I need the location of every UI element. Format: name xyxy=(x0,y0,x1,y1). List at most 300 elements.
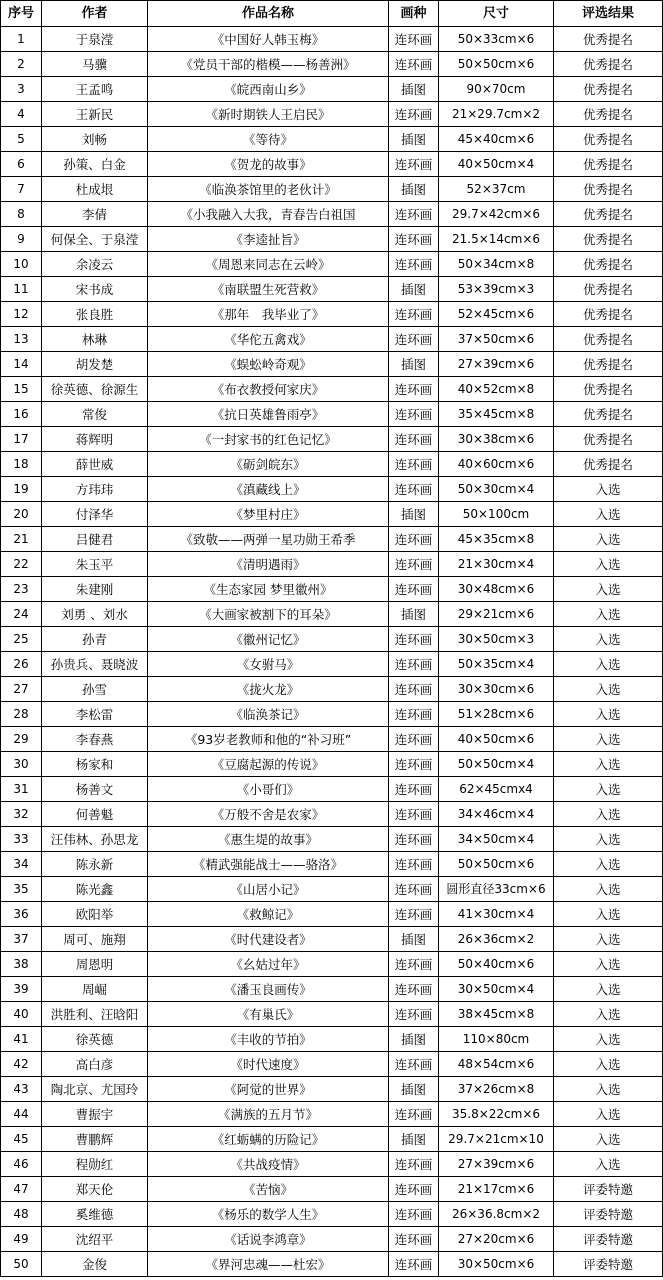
cell-title: 《党员干部的楷模——杨善洲》 xyxy=(148,52,389,77)
cell-result: 入选 xyxy=(554,477,663,502)
cell-title: 《滇藏线上》 xyxy=(148,477,389,502)
cell-result: 入选 xyxy=(554,977,663,1002)
cell-title: 《幺姑过年》 xyxy=(148,952,389,977)
cell-index: 44 xyxy=(1,1102,42,1127)
cell-title: 《等待》 xyxy=(148,127,389,152)
cell-type: 连环画 xyxy=(389,902,439,927)
cell-author: 薛世威 xyxy=(42,452,148,477)
cell-author: 周可、施翔 xyxy=(42,927,148,952)
table-row xyxy=(1,1227,663,1252)
cell-index: 48 xyxy=(1,1202,42,1227)
cell-result: 入选 xyxy=(554,1127,663,1152)
cell-author: 徐英德 xyxy=(42,1027,148,1052)
cell-title: 《砺剑皖东》 xyxy=(148,452,389,477)
cell-author: 陈光鑫 xyxy=(42,877,148,902)
cell-type: 连环画 xyxy=(389,1227,439,1252)
cell-type: 连环画 xyxy=(389,1202,439,1227)
cell-type: 连环画 xyxy=(389,852,439,877)
cell-size: 62×45cmx4 xyxy=(439,777,554,802)
cell-title: 《女驸马》 xyxy=(148,652,389,677)
cell-author: 朱玉平 xyxy=(42,552,148,577)
cell-title: 《中国好人韩玉梅》 xyxy=(148,27,389,52)
table-row xyxy=(1,377,663,402)
cell-author: 朱建刚 xyxy=(42,577,148,602)
cell-size: 50×50cm×6 xyxy=(439,52,554,77)
cell-title: 《贺龙的故事》 xyxy=(148,152,389,177)
cell-result: 优秀提名 xyxy=(554,377,663,402)
cell-index: 4 xyxy=(1,102,42,127)
cell-type: 插图 xyxy=(389,602,439,627)
cell-size: 21×17cm×6 xyxy=(439,1177,554,1202)
cell-author: 洪胜利、汪晗阳 xyxy=(42,1002,148,1027)
cell-type: 连环画 xyxy=(389,677,439,702)
cell-index: 34 xyxy=(1,852,42,877)
cell-result: 入选 xyxy=(554,877,663,902)
cell-index: 24 xyxy=(1,602,42,627)
cell-index: 11 xyxy=(1,277,42,302)
header-row xyxy=(1,1,663,27)
cell-title: 《满族的五月节》 xyxy=(148,1102,389,1127)
cell-type: 连环画 xyxy=(389,102,439,127)
cell-index: 26 xyxy=(1,652,42,677)
cell-author: 付泽华 xyxy=(42,502,148,527)
header-index: 序号 xyxy=(1,1,42,27)
cell-author: 曹鹏辉 xyxy=(42,1127,148,1152)
table-row xyxy=(1,452,663,477)
cell-size: 50×50cm×6 xyxy=(439,852,554,877)
table-row xyxy=(1,677,663,702)
table-row xyxy=(1,1027,663,1052)
table-row xyxy=(1,827,663,852)
table-row xyxy=(1,302,663,327)
cell-index: 28 xyxy=(1,702,42,727)
cell-author: 高白彦 xyxy=(42,1052,148,1077)
cell-type: 连环画 xyxy=(389,877,439,902)
cell-size: 21×29.7cm×2 xyxy=(439,102,554,127)
cell-title: 《临涣茶馆里的老伙计》 xyxy=(148,177,389,202)
cell-index: 19 xyxy=(1,477,42,502)
cell-size: 34×46cm×4 xyxy=(439,802,554,827)
cell-title: 《潘玉良画传》 xyxy=(148,977,389,1002)
cell-index: 15 xyxy=(1,377,42,402)
cell-title: 《周恩来同志在云岭》 xyxy=(148,252,389,277)
cell-index: 43 xyxy=(1,1077,42,1102)
cell-result: 入选 xyxy=(554,577,663,602)
cell-result: 优秀提名 xyxy=(554,202,663,227)
cell-size: 30×48cm×6 xyxy=(439,577,554,602)
cell-type: 插图 xyxy=(389,927,439,952)
cell-index: 3 xyxy=(1,77,42,102)
cell-type: 连环画 xyxy=(389,1177,439,1202)
cell-index: 33 xyxy=(1,827,42,852)
cell-type: 连环画 xyxy=(389,1152,439,1177)
cell-author: 李松雷 xyxy=(42,702,148,727)
cell-title: 《蜈蚣岭奇观》 xyxy=(148,352,389,377)
cell-size: 30×50cm×6 xyxy=(439,1252,554,1277)
table-row xyxy=(1,477,663,502)
cell-author: 孙贵兵、聂晓波 xyxy=(42,652,148,677)
cell-title: 《杨乐的数学人生》 xyxy=(148,1202,389,1227)
cell-author: 欧阳举 xyxy=(42,902,148,927)
table-row xyxy=(1,427,663,452)
cell-author: 孙策、白金 xyxy=(42,152,148,177)
table-row xyxy=(1,502,663,527)
cell-size: 29×21cm×6 xyxy=(439,602,554,627)
cell-size: 41×30cm×4 xyxy=(439,902,554,927)
cell-author: 马骥 xyxy=(42,52,148,77)
cell-result: 入选 xyxy=(554,627,663,652)
table-row xyxy=(1,152,663,177)
table-row xyxy=(1,352,663,377)
table-row xyxy=(1,552,663,577)
table-row xyxy=(1,1002,663,1027)
cell-type: 连环画 xyxy=(389,327,439,352)
table-row xyxy=(1,927,663,952)
cell-result: 优秀提名 xyxy=(554,402,663,427)
cell-author: 金俊 xyxy=(42,1252,148,1277)
table-row xyxy=(1,977,663,1002)
table-row xyxy=(1,527,663,552)
cell-title: 《拢火龙》 xyxy=(148,677,389,702)
cell-index: 10 xyxy=(1,252,42,277)
cell-type: 连环画 xyxy=(389,227,439,252)
cell-title: 《93岁老教师和他的“补习班” xyxy=(148,727,389,752)
table-row xyxy=(1,652,663,677)
cell-author: 周恩明 xyxy=(42,952,148,977)
cell-result: 入选 xyxy=(554,752,663,777)
table-row xyxy=(1,102,663,127)
cell-index: 31 xyxy=(1,777,42,802)
cell-type: 插图 xyxy=(389,1127,439,1152)
cell-result: 入选 xyxy=(554,652,663,677)
cell-result: 入选 xyxy=(554,1052,663,1077)
table-row xyxy=(1,852,663,877)
cell-title: 《阿觉的世界》 xyxy=(148,1077,389,1102)
table-row xyxy=(1,77,663,102)
cell-size: 50×30cm×4 xyxy=(439,477,554,502)
table-row xyxy=(1,802,663,827)
cell-author: 王新民 xyxy=(42,102,148,127)
cell-size: 50×100cm xyxy=(439,502,554,527)
cell-result: 评委特邀 xyxy=(554,1252,663,1277)
cell-author: 宋书成 xyxy=(42,277,148,302)
cell-index: 25 xyxy=(1,627,42,652)
cell-title: 《小我融入大我，青春告白祖国 xyxy=(148,202,389,227)
cell-author: 张良胜 xyxy=(42,302,148,327)
cell-size: 50×50cm×4 xyxy=(439,752,554,777)
cell-result: 优秀提名 xyxy=(554,102,663,127)
cell-author: 汪伟林、孙思龙 xyxy=(42,827,148,852)
cell-index: 7 xyxy=(1,177,42,202)
cell-author: 刘勇 、刘水 xyxy=(42,602,148,627)
cell-author: 陶北京、尤国玲 xyxy=(42,1077,148,1102)
cell-title: 《致敬——两弹一星功勋王希季 xyxy=(148,527,389,552)
cell-result: 优秀提名 xyxy=(554,252,663,277)
cell-author: 程勋红 xyxy=(42,1152,148,1177)
cell-author: 何保全、于泉滢 xyxy=(42,227,148,252)
cell-index: 9 xyxy=(1,227,42,252)
cell-size: 21.5×14cm×6 xyxy=(439,227,554,252)
cell-size: 27×20cm×6 xyxy=(439,1227,554,1252)
cell-result: 入选 xyxy=(554,777,663,802)
cell-result: 评委特邀 xyxy=(554,1202,663,1227)
cell-index: 27 xyxy=(1,677,42,702)
cell-size: 45×40cm×6 xyxy=(439,127,554,152)
cell-size: 110×80cm xyxy=(439,1027,554,1052)
cell-result: 优秀提名 xyxy=(554,327,663,352)
table-row xyxy=(1,177,663,202)
header-type: 画种 xyxy=(389,1,439,27)
cell-type: 连环画 xyxy=(389,452,439,477)
cell-title: 《那年 我毕业了》 xyxy=(148,302,389,327)
cell-type: 插图 xyxy=(389,502,439,527)
cell-type: 连环画 xyxy=(389,252,439,277)
table-row xyxy=(1,902,663,927)
cell-title: 《新时期铁人王启民》 xyxy=(148,102,389,127)
cell-title: 《苦恼》 xyxy=(148,1177,389,1202)
table-row xyxy=(1,702,663,727)
cell-index: 20 xyxy=(1,502,42,527)
cell-index: 49 xyxy=(1,1227,42,1252)
cell-size: 30×38cm×6 xyxy=(439,427,554,452)
cell-result: 评委特邀 xyxy=(554,1227,663,1252)
cell-index: 39 xyxy=(1,977,42,1002)
cell-title: 《华佗五禽戏》 xyxy=(148,327,389,352)
cell-author: 杜成垠 xyxy=(42,177,148,202)
cell-size: 40×52cm×8 xyxy=(439,377,554,402)
cell-size: 35×45cm×8 xyxy=(439,402,554,427)
table-row xyxy=(1,602,663,627)
cell-index: 5 xyxy=(1,127,42,152)
cell-type: 连环画 xyxy=(389,377,439,402)
cell-result: 入选 xyxy=(554,602,663,627)
cell-author: 孙雪 xyxy=(42,677,148,702)
cell-author: 蒋辉明 xyxy=(42,427,148,452)
cell-index: 13 xyxy=(1,327,42,352)
cell-result: 入选 xyxy=(554,1152,663,1177)
cell-author: 孙青 xyxy=(42,627,148,652)
cell-index: 50 xyxy=(1,1252,42,1277)
cell-title: 《李逵扯旨》 xyxy=(148,227,389,252)
cell-type: 连环画 xyxy=(389,777,439,802)
cell-size: 52×45cm×6 xyxy=(439,302,554,327)
cell-type: 插图 xyxy=(389,1077,439,1102)
cell-type: 连环画 xyxy=(389,702,439,727)
cell-type: 插图 xyxy=(389,77,439,102)
cell-index: 12 xyxy=(1,302,42,327)
cell-result: 优秀提名 xyxy=(554,177,663,202)
table-row xyxy=(1,252,663,277)
cell-result: 优秀提名 xyxy=(554,302,663,327)
cell-size: 50×35cm×4 xyxy=(439,652,554,677)
cell-result: 入选 xyxy=(554,1077,663,1102)
cell-type: 连环画 xyxy=(389,727,439,752)
cell-size: 26×36.8cm×2 xyxy=(439,1202,554,1227)
cell-index: 32 xyxy=(1,802,42,827)
cell-author: 胡发楚 xyxy=(42,352,148,377)
cell-size: 34×50cm×4 xyxy=(439,827,554,852)
cell-author: 刘畅 xyxy=(42,127,148,152)
cell-type: 连环画 xyxy=(389,527,439,552)
cell-title: 《红蛎螨的历险记》 xyxy=(148,1127,389,1152)
cell-result: 入选 xyxy=(554,727,663,752)
cell-author: 杨善文 xyxy=(42,777,148,802)
cell-size: 40×60cm×6 xyxy=(439,452,554,477)
cell-index: 21 xyxy=(1,527,42,552)
cell-size: 38×45cm×8 xyxy=(439,1002,554,1027)
cell-result: 入选 xyxy=(554,902,663,927)
cell-type: 连环画 xyxy=(389,427,439,452)
cell-index: 6 xyxy=(1,152,42,177)
cell-type: 连环画 xyxy=(389,1252,439,1277)
cell-title: 《豆腐起源的传说》 xyxy=(148,752,389,777)
table-row xyxy=(1,752,663,777)
table-row xyxy=(1,727,663,752)
cell-type: 连环画 xyxy=(389,52,439,77)
cell-size: 30×50cm×4 xyxy=(439,977,554,1002)
cell-author: 陈永新 xyxy=(42,852,148,877)
cell-title: 《山居小记》 xyxy=(148,877,389,902)
cell-result: 优秀提名 xyxy=(554,277,663,302)
cell-type: 连环画 xyxy=(389,402,439,427)
cell-result: 优秀提名 xyxy=(554,352,663,377)
cell-index: 38 xyxy=(1,952,42,977)
cell-title: 《徽州记忆》 xyxy=(148,627,389,652)
cell-index: 37 xyxy=(1,927,42,952)
cell-author: 方玮玮 xyxy=(42,477,148,502)
cell-size: 51×28cm×6 xyxy=(439,702,554,727)
cell-title: 《话说李鸿章》 xyxy=(148,1227,389,1252)
cell-size: 48×54cm×6 xyxy=(439,1052,554,1077)
cell-result: 优秀提名 xyxy=(554,227,663,252)
cell-size: 50×33cm×6 xyxy=(439,27,554,52)
cell-title: 《惠生堤的故事》 xyxy=(148,827,389,852)
cell-author: 何善魁 xyxy=(42,802,148,827)
cell-type: 连环画 xyxy=(389,202,439,227)
cell-result: 优秀提名 xyxy=(554,27,663,52)
cell-result: 入选 xyxy=(554,552,663,577)
cell-index: 8 xyxy=(1,202,42,227)
table-row xyxy=(1,27,663,52)
cell-result: 评委特邀 xyxy=(554,1177,663,1202)
cell-type: 连环画 xyxy=(389,827,439,852)
cell-type: 插图 xyxy=(389,177,439,202)
cell-result: 入选 xyxy=(554,502,663,527)
cell-index: 47 xyxy=(1,1177,42,1202)
cell-type: 插图 xyxy=(389,277,439,302)
cell-author: 杨家和 xyxy=(42,752,148,777)
cell-type: 连环画 xyxy=(389,1002,439,1027)
cell-title: 《大画家被割下的耳朵》 xyxy=(148,602,389,627)
cell-author: 吕健君 xyxy=(42,527,148,552)
cell-title: 《抗日英雄鲁雨亭》 xyxy=(148,402,389,427)
cell-result: 优秀提名 xyxy=(554,427,663,452)
cell-type: 连环画 xyxy=(389,752,439,777)
cell-index: 40 xyxy=(1,1002,42,1027)
cell-size: 29.7×21cm×10 xyxy=(439,1127,554,1152)
cell-size: 29.7×42cm×6 xyxy=(439,202,554,227)
cell-size: 37×50cm×6 xyxy=(439,327,554,352)
table-row xyxy=(1,127,663,152)
table-row xyxy=(1,877,663,902)
cell-type: 连环画 xyxy=(389,802,439,827)
cell-title: 《清明遇雨》 xyxy=(148,552,389,577)
cell-result: 入选 xyxy=(554,1102,663,1127)
cell-index: 29 xyxy=(1,727,42,752)
cell-result: 优秀提名 xyxy=(554,127,663,152)
header-size: 尺寸 xyxy=(439,1,554,27)
cell-type: 连环画 xyxy=(389,552,439,577)
header-author: 作者 xyxy=(42,1,148,27)
cell-type: 插图 xyxy=(389,127,439,152)
cell-result: 入选 xyxy=(554,1002,663,1027)
cell-index: 46 xyxy=(1,1152,42,1177)
cell-author: 李春燕 xyxy=(42,727,148,752)
table-row xyxy=(1,1252,663,1277)
table-row xyxy=(1,52,663,77)
cell-author: 徐英德、徐源生 xyxy=(42,377,148,402)
cell-result: 入选 xyxy=(554,1027,663,1052)
table-row xyxy=(1,777,663,802)
table-row xyxy=(1,227,663,252)
cell-size: 50×34cm×8 xyxy=(439,252,554,277)
cell-size: 30×30cm×6 xyxy=(439,677,554,702)
cell-title: 《有巢氏》 xyxy=(148,1002,389,1027)
cell-index: 2 xyxy=(1,52,42,77)
cell-title: 《界河忠魂——杜宏》 xyxy=(148,1252,389,1277)
table-row xyxy=(1,952,663,977)
cell-title: 《南联盟生死营救》 xyxy=(148,277,389,302)
cell-size: 40×50cm×6 xyxy=(439,727,554,752)
table-row xyxy=(1,1152,663,1177)
cell-type: 连环画 xyxy=(389,577,439,602)
cell-author: 沈绍平 xyxy=(42,1227,148,1252)
cell-title: 《救鲸记》 xyxy=(148,902,389,927)
cell-title: 《精武强能战士——骆洛》 xyxy=(148,852,389,877)
cell-author: 周崛 xyxy=(42,977,148,1002)
cell-title: 《时代建设者》 xyxy=(148,927,389,952)
cell-index: 36 xyxy=(1,902,42,927)
cell-index: 18 xyxy=(1,452,42,477)
cell-title: 《生态家园 梦里徽州》 xyxy=(148,577,389,602)
cell-title: 《临涣茶记》 xyxy=(148,702,389,727)
cell-author: 郑天伦 xyxy=(42,1177,148,1202)
cell-result: 入选 xyxy=(554,852,663,877)
cell-author: 林琳 xyxy=(42,327,148,352)
cell-type: 插图 xyxy=(389,1027,439,1052)
cell-title: 《时代速度》 xyxy=(148,1052,389,1077)
cell-type: 连环画 xyxy=(389,977,439,1002)
cell-index: 1 xyxy=(1,27,42,52)
cell-title: 《皖西南山乡》 xyxy=(148,77,389,102)
cell-result: 优秀提名 xyxy=(554,152,663,177)
cell-index: 22 xyxy=(1,552,42,577)
cell-size: 27×39cm×6 xyxy=(439,1152,554,1177)
cell-author: 余凌云 xyxy=(42,252,148,277)
table-row xyxy=(1,1202,663,1227)
cell-size: 45×35cm×8 xyxy=(439,527,554,552)
cell-type: 连环画 xyxy=(389,302,439,327)
cell-author: 李倩 xyxy=(42,202,148,227)
cell-result: 优秀提名 xyxy=(554,52,663,77)
cell-type: 连环画 xyxy=(389,1052,439,1077)
cell-type: 连环画 xyxy=(389,952,439,977)
cell-result: 入选 xyxy=(554,702,663,727)
cell-author: 奚维德 xyxy=(42,1202,148,1227)
cell-type: 连环画 xyxy=(389,627,439,652)
cell-type: 连环画 xyxy=(389,652,439,677)
cell-index: 23 xyxy=(1,577,42,602)
